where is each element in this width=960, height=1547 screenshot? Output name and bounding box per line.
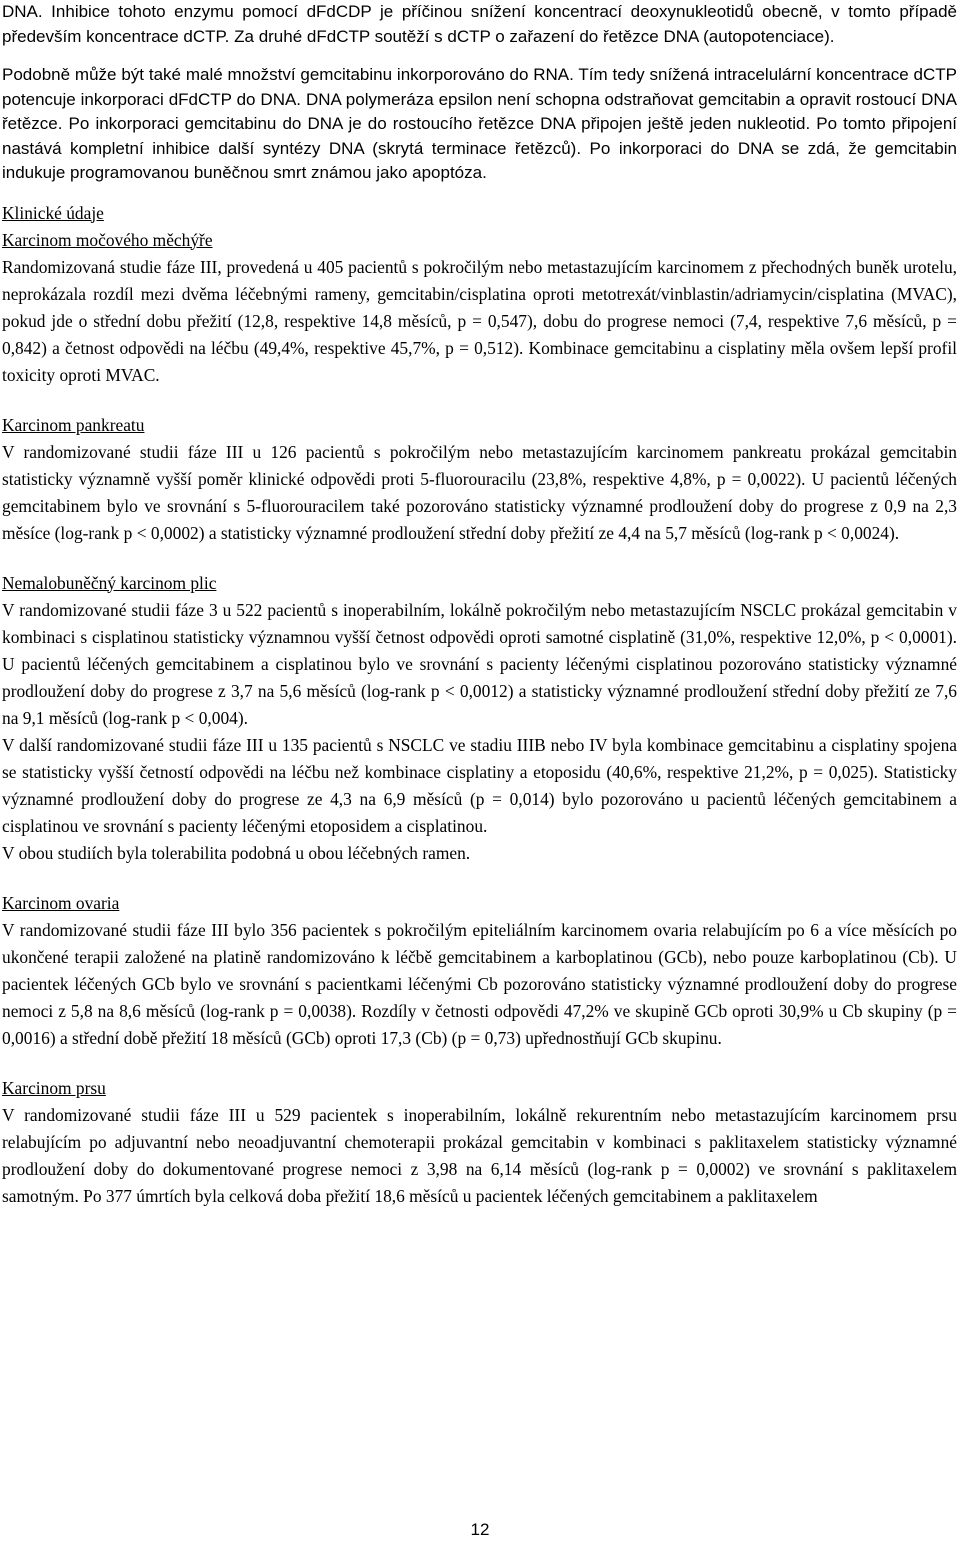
subsection-heading-bladder: Karcinom močového měchýře: [2, 229, 213, 250]
lung-paragraph-3: V obou studiích byla tolerabilita podobná u obou léčebných ramen.: [2, 842, 471, 863]
breast-paragraph: V randomizované studii fáze III u 529 pacientek s inoperabilním, lokálně rekurentním nebo metastazujícím karcinomem prsu relabujícím po adjuvantní nebo neoadjuvantní chemoterapii prokázal gemcitabin v kombinaci s paklitaxelem statisticky významné prodloužení doby do dokumentované progrese nemoci z 3,98 na 6,14 měsíců (log-rank p = 0,0002) ve srovnání s paklitaxelem samotným. Po 377 úmrtích byla celková doba přežití 18,6 měsíců u pacientek léčených gemcitabinem a paklitaxelem: [2, 1104, 957, 1206]
lung-paragraph-1: V randomizované studii fáze 3 u 522 pacientů s inoperabilním, lokálně pokročilým nebo metastazujícím NSCLC prokázal gemcitabin v kombinaci s cisplatinou statisticky významnou vyšší četnost odpovědi oproti samotné cisplatině (31,0%, respektive 12,0%, p < 0,0001). U pacientů léčených gemcitabinem a cisplatinou bylo ve srovnání s pacienty léčenými cisplatinou pozorováno statisticky významné prodloužení doby do progrese z 3,7 na 5,6 měsíců (log-rank p < 0,0012) a statisticky významné prodloužení střední doby přežití ze 7,6 na 9,1 měsíců (log-rank p < 0,004).: [2, 599, 957, 728]
ovary-paragraph: V randomizované studii fáze III bylo 356 pacientek s pokročilým epiteliálním karcinomem ovaria relabujícím po 6 a více měsících po ukončené terapii založené na platině randomizováno k léčbě gemcitabinem a karboplatinou (GCb), nebo pouze karboplatinou (Cb). U pacientek léčených GCb bylo ve srovnání s pacientkami léčenými Cb pozorováno statisticky významné prodloužení doby do progrese nemoci z 5,8 na 8,6 měsíců (log-rank p = 0,0038). Rozdíly v četnosti odpovědi 47,2% ve skupině GCb oproti 30,9% u Cb skupiny (p = 0,0016) a střední době přežití 18 měsíců (GCb) oproti 17,3 (Cb) (p = 0,73) upřednostňují GCb skupinu.: [2, 919, 957, 1048]
intro-paragraph-1: DNA. Inhibice tohoto enzymu pomocí dFdCDP je příčinou snížení koncentrací deoxynukleotidů obecně, v tomto případě především koncentrace dCTP. Za druhé dFdCTP soutěží s dCTP o zařazení do řetězce DNA (autopotenciace).: [2, 2, 957, 46]
lung-paragraph-2: V další randomizované studii fáze III u 135 pacientů s NSCLC ve stadiu IIIB nebo IV byla kombinace gemcitabinu a cisplatiny spojena se statisticky vyšší četností odpovědi na léčbu než kombinace cisplatiny a etoposidu (40,6%, respektive 21,2%, p = 0,025). Statisticky významné prodloužení doby do progrese ze 4,3 na 6,9 měsíců (p = 0,014) bylo pozorováno u pacientů léčených gemcitabinem a cisplatinou ve srovnání s pacienty léčenými etoposidem a cisplatinou.: [2, 734, 957, 836]
subsection-heading-pancreas: Karcinom pankreatu: [2, 414, 145, 435]
intro-paragraph-2: Podobně může být také malé množství gemcitabinu inkorporováno do RNA. Tím tedy snížená intracelulární koncentrace dCTP potencuje inkorporaci dFdCTP do DNA. DNA polymeráza epsilon není schopna odstraňovat gemcitabin a opravit rostoucí DNA řetězce. Po inkorporaci gemcitabinu do DNA je do rostoucího řetězce DNA připojen ještě jeden nukleotid. Po tomto připojení nastává kompletní inhibice další syntézy DNA (skrytá terminace řetězců). Po inkorporaci do DNA se zdá, že gemcitabin indukuje programovanou buněčnou smrt známou jako apoptóza.: [2, 65, 957, 182]
bladder-paragraph: Randomizovaná studie fáze III, provedená u 405 pacientů s pokročilým nebo metastazujícím karcinomem z přechodných buněk urotelu, neprokázala rozdíl mezi dvěma léčebnými rameny, gemcitabin/cisplatina oproti metotrexát/vinblastin/adriamycin/cisplatina (MVAC), pokud jde o střední dobu přežití (12,8, respektive 14,8 měsíců, p = 0,547), dobu do progrese nemoci (7,4, respektive 7,6 měsíců, p = 0,842) a četnost odpovědi na léčbu (49,4%, respektive 45,7%, p = 0,512). Kombinace gemcitabinu a cisplatiny měla ovšem lepší profil toxicity oproti MVAC.: [2, 256, 957, 385]
subsection-heading-ovary: Karcinom ovaria: [2, 892, 120, 913]
subsection-heading-lung: Nemalobuněčný karcinom plic: [2, 572, 217, 593]
subsection-heading-breast: Karcinom prsu: [2, 1077, 106, 1098]
section-heading-clinical: Klinické údaje: [2, 202, 104, 223]
page-number: 12: [470, 1520, 490, 1539]
pancreas-paragraph: V randomizované studii fáze III u 126 pacientů s pokročilým nebo metastazujícím karcinomem pankreatu prokázal gemcitabin statisticky významně vyšší poměr klinické odpovědi proti 5-fluorouracilu (23,8%, respektive 4,8%, p = 0,0022). U pacientů léčených gemcitabinem bylo ve srovnání s 5-fluorouracilem také pozorováno statisticky významné prodloužení doby do progrese z 0,9 na 2,3 měsíce (log-rank p < 0,0002) a statisticky významné prodloužení střední doby přežití ze 4,4 na 5,7 měsíců (log-rank p < 0,0024).: [2, 441, 957, 543]
